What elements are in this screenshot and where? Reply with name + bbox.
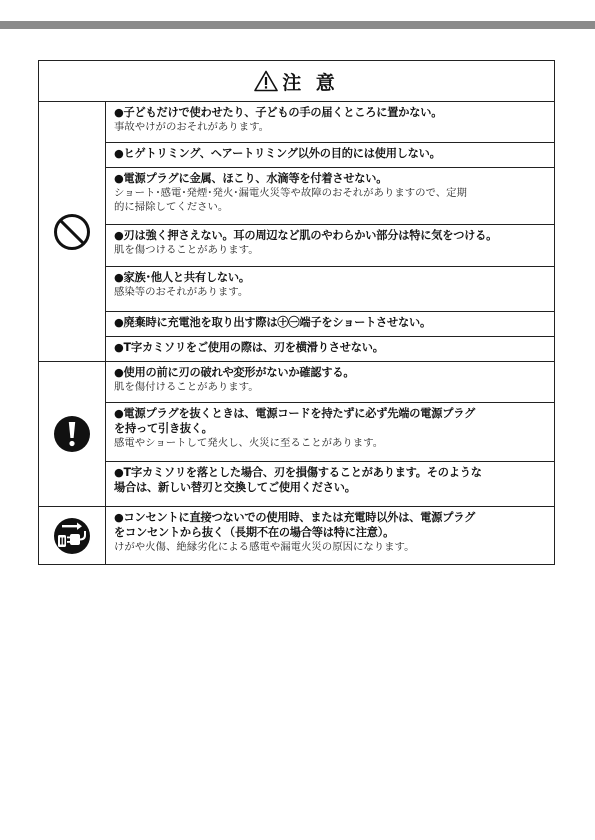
top-gray-bar <box>0 21 595 29</box>
list-item <box>106 225 554 267</box>
unplug-icon-cell <box>39 507 106 565</box>
item-heading: ●廃棄時に充電池を取り出す際は㊉㊀端子をショートさせない。 <box>114 316 431 329</box>
list-item <box>106 267 554 312</box>
item-heading: ●電源プラグに金属、ほこり、水滴等を付着させない。 <box>114 172 388 185</box>
item-heading: ●ヒゲトリミング、ヘアートリミング以外の目的には使用しない。 <box>114 147 441 160</box>
item-heading: ●コンセントに直接つないでの使用時、または充電時以外は、電源プラグ <box>114 511 476 524</box>
prohibition-group <box>39 102 554 362</box>
item-heading: を持って引き抜く。 <box>114 422 213 435</box>
caution-title: 注 意 <box>282 71 339 94</box>
mandatory-group <box>39 362 554 507</box>
item-heading: ●刃は強く押さえない。耳の周辺など肌のやわらかい部分は特に気をつける。 <box>114 229 498 242</box>
mandatory-icon-cell <box>39 362 106 506</box>
item-heading: をコンセントから抜く（長期不在の場合等は特に注意）。 <box>114 526 395 539</box>
item-note: ショート･感電･発煙･発火･漏電火災等や故障のおそれがありますので、定期 <box>114 187 467 199</box>
item-heading: ●T字カミソリを落とした場合、刃を損傷することがあります。そのような <box>114 466 482 479</box>
item-note: 肌を傷つけることがあります。 <box>114 244 259 256</box>
item-heading: 場合は、新しい替刃と交換してご使用ください。 <box>114 481 356 494</box>
item-note: 的に掃除してください。 <box>114 201 229 213</box>
item-heading: ●子どもだけで使わせたり、子どもの手の届くところに置かない。 <box>114 106 443 119</box>
unplug-group <box>39 507 554 565</box>
list-item <box>106 362 554 403</box>
item-heading: ●電源プラグを抜くときは、電源コードを持たずに必ず先端の電源プラグ <box>114 407 476 420</box>
item-heading: ●使用の前に刃の破れや変形がないか確認する。 <box>114 366 355 379</box>
prohibition-icon <box>52 212 92 252</box>
list-item <box>106 312 554 337</box>
list-item <box>106 462 554 506</box>
list-item <box>106 168 554 225</box>
prohibition-icon-cell <box>39 102 106 361</box>
item-note: 感電やショートして発火し、火災に至ることがあります。 <box>114 437 384 449</box>
list-item <box>106 507 554 565</box>
caution-header <box>39 61 554 102</box>
item-note: 肌を傷付けることがあります。 <box>114 381 259 393</box>
warning-triangle-icon <box>254 70 278 92</box>
item-heading: ●家族･他人と共有しない。 <box>114 271 250 284</box>
item-note: 事故やけがのおそれがあります。 <box>114 121 270 133</box>
caution-table <box>38 60 555 565</box>
list-item <box>106 143 554 168</box>
list-item <box>106 337 554 361</box>
item-heading: ●T字カミソリをご使用の際は、刃を横滑りさせない。 <box>114 341 384 354</box>
mandatory-action-icon <box>52 414 92 454</box>
list-item <box>106 102 554 143</box>
item-note: けがや火傷、絶縁劣化による感電や漏電火災の原因になります。 <box>114 541 415 553</box>
unplug-icon <box>52 516 92 556</box>
list-item <box>106 403 554 462</box>
item-note: 感染等のおそれがあります。 <box>114 286 249 298</box>
